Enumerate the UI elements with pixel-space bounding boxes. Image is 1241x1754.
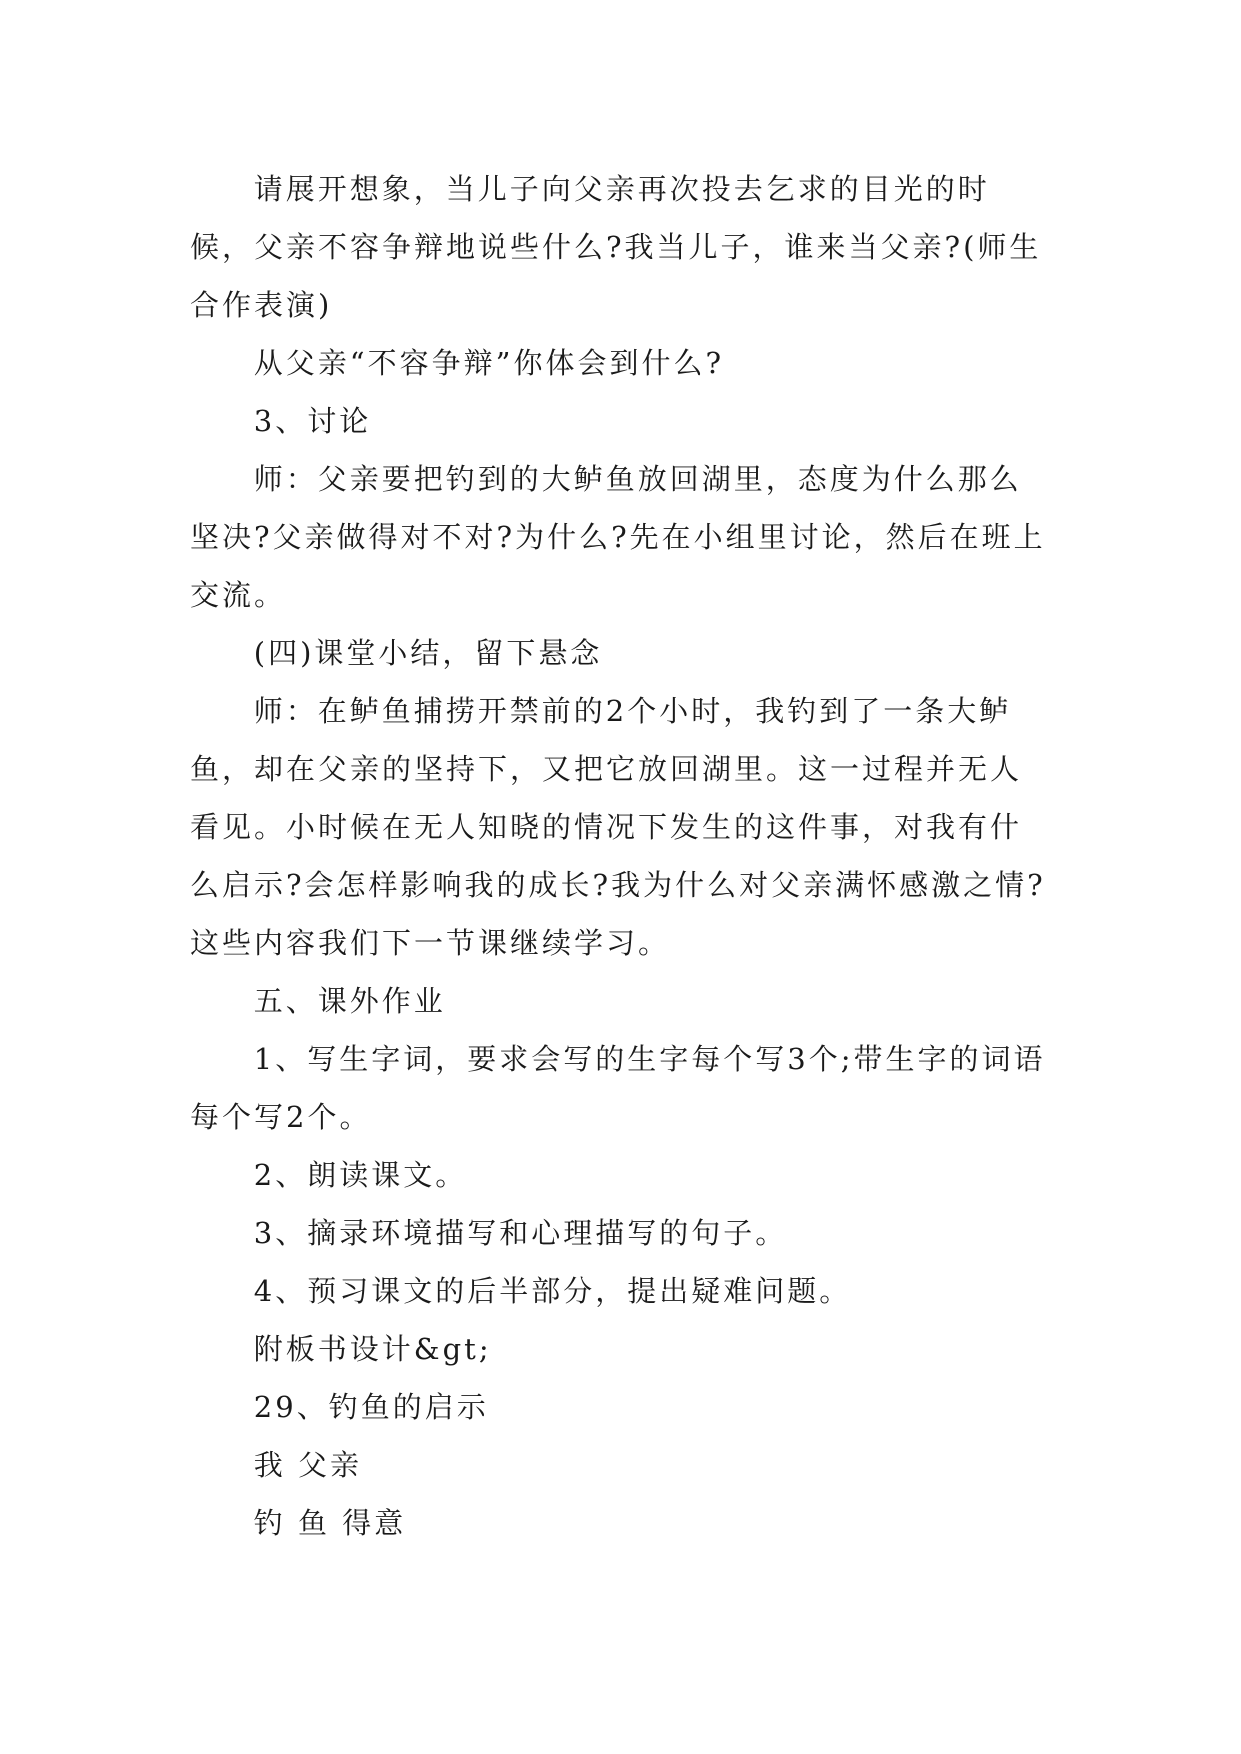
board-title: 29、钓鱼的启示 — [253, 1390, 489, 1424]
paragraph-question-father: 从父亲“不容争辩”你体会到什么? — [253, 346, 724, 380]
homework-item-1: 1、写生字词，要求会写的生字每个写3个;带生字的词语每个写2个。 — [190, 1042, 1046, 1134]
homework-item-3: 3、摘录环境描写和心理描写的句子。 — [253, 1216, 788, 1250]
section-heading-summary: (四)课堂小结，留下悬念 — [253, 636, 603, 670]
document-body — [190, 160, 1050, 1552]
section-heading-homework: 五、课外作业 — [253, 984, 446, 1018]
homework-item-2: 2、朗读课文。 — [253, 1158, 468, 1192]
board-line-2: 钓 鱼 得意 — [253, 1506, 407, 1540]
board-design-label: 附板书设计&gt; — [253, 1332, 492, 1366]
paragraph-summary: 师：在鲈鱼捕捞开禁前的2个小时，我钓到了一条大鲈鱼，却在父亲的坚持下，又把它放回湖里。这一过程并无人看见。小时候在无人知晓的情况下发生的这件事，对我有什么启示?会怎样影响我的成长?我为什么对父亲满怀感激之情?这些内容我们下一节课继续学习。 — [190, 694, 1046, 960]
board-line-1: 我 父亲 — [253, 1448, 363, 1482]
paragraph-imagine-dialogue: 请展开想象，当儿子向父亲再次投去乞求的目光的时候，父亲不容争辩地说些什么?我当儿子，谁来当父亲?(师生合作表演) — [190, 172, 1042, 322]
section-heading-discussion: 3、讨论 — [253, 404, 372, 438]
paragraph-discussion-prompt: 师：父亲要把钓到的大鲈鱼放回湖里，态度为什么那么坚决?父亲做得对不对?为什么?先在小组里讨论，然后在班上交流。 — [190, 462, 1046, 612]
homework-item-4: 4、预习课文的后半部分，提出疑难问题。 — [253, 1274, 852, 1308]
